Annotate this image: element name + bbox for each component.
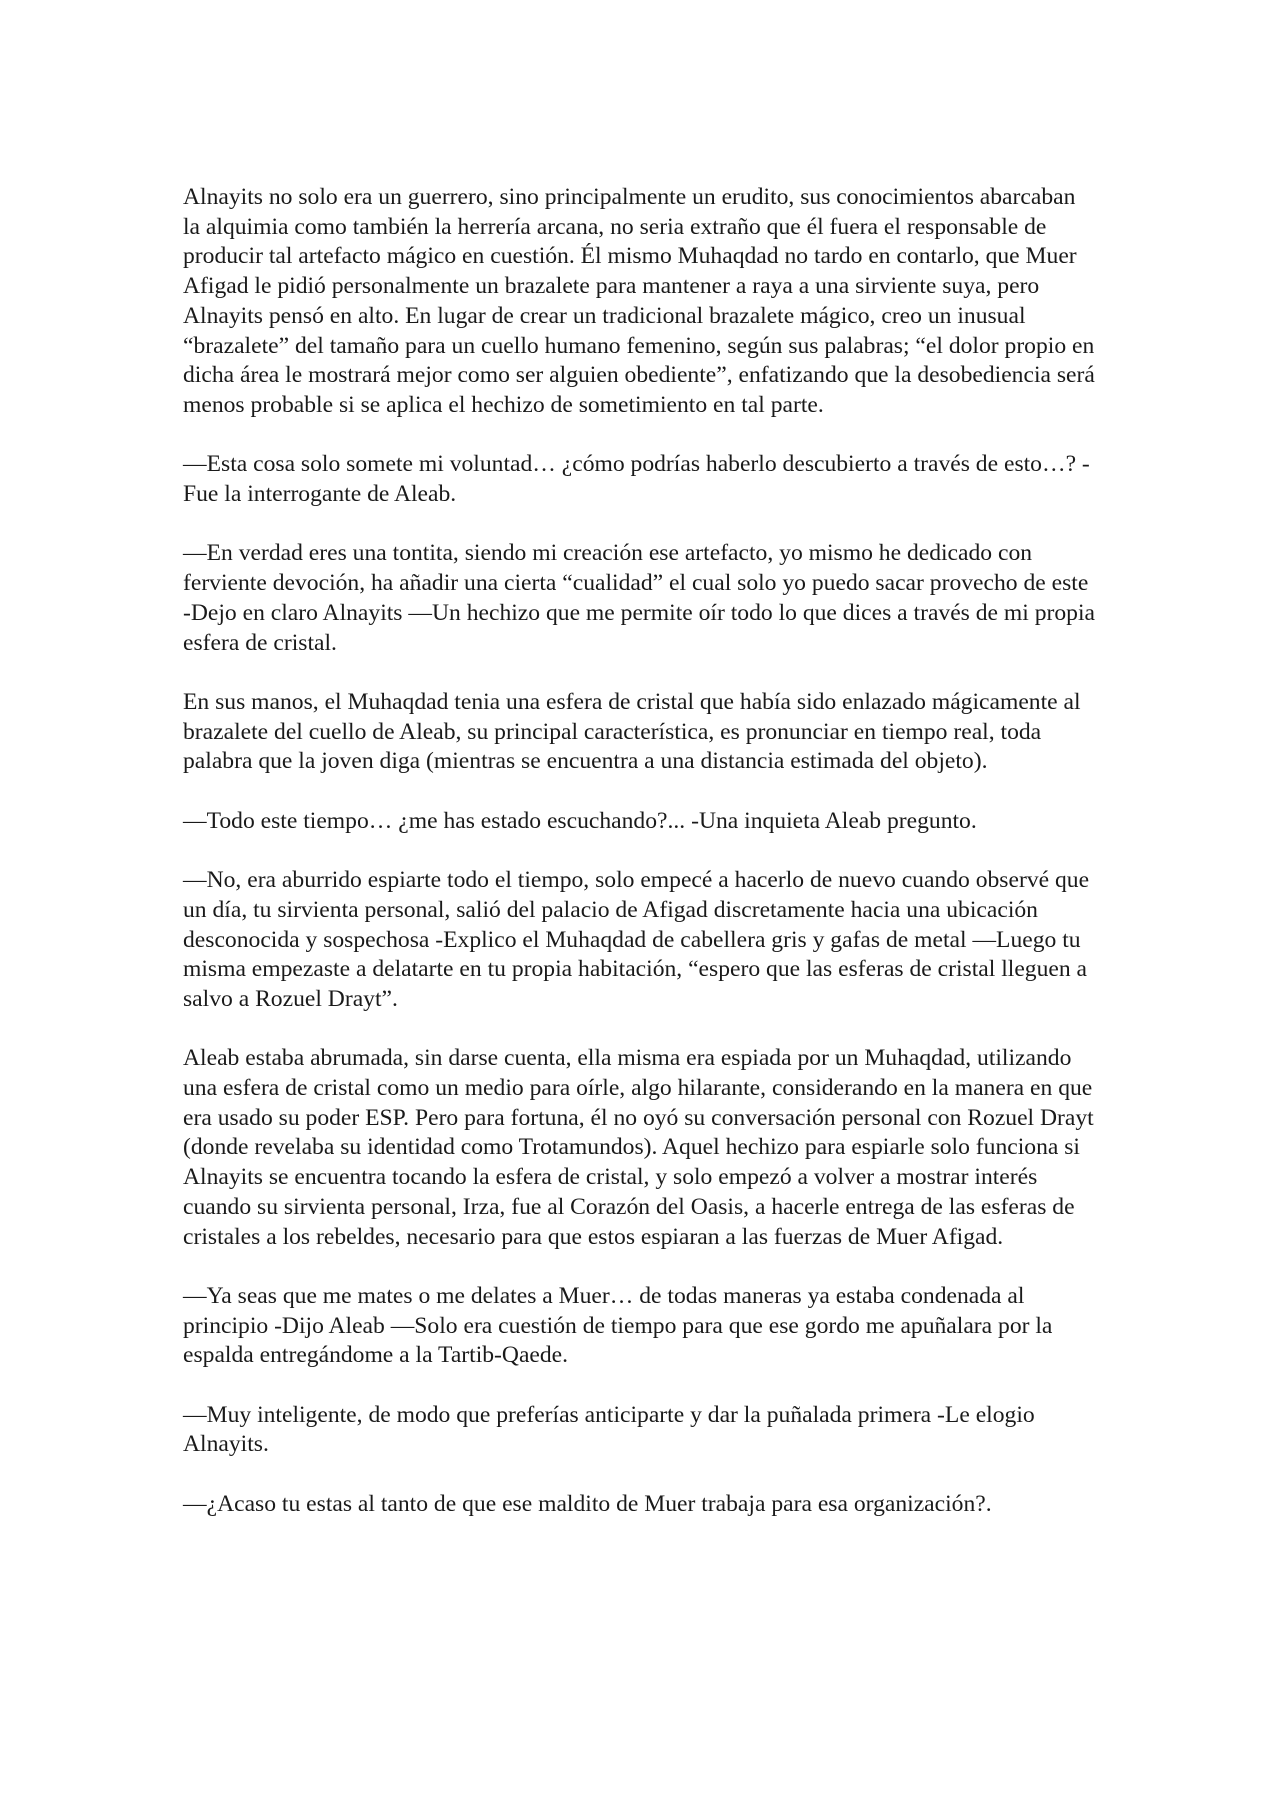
paragraph: —Esta cosa solo somete mi voluntad… ¿cómo podrías haberlo descubierto a través de esto…? -Fue la interrogante de Aleab. (183, 451, 1090, 508)
paragraph: Alnayits no solo era un guerrero, sino principalmente un erudito, sus conocimientos abarcaban la alquimia como también la herrería arcana, no seria extraño que él fuera el responsable de producir tal artefacto mágico en cuestión. Él mismo Muhaqdad no tardo en contarlo, que Muer Afigad le pidió personalmente un brazalete para mantener a raya a una sirviente suya, pero Alnayits pensó en alto. En lugar de crear un tradicional brazalete mágico, creo un inusual “brazalete” del tamaño para un cuello humano femenino, según sus palabras; “el dolor propio en dicha área le mostrará mejor como ser alguien obediente”, enfatizando que la desobediencia será menos probable si se aplica el hechizo de sometimiento en tal parte. (183, 184, 1095, 418)
paragraph: —Muy inteligente, de modo que preferías anticiparte y dar la puñalada primera -Le elogio Alnayits. (183, 1401, 1035, 1458)
paragraph: —Ya seas que me mates o me delates a Muer… de todas maneras ya estaba condenada al principio -Dijo Aleab —Solo era cuestión de tiempo para que ese gordo me apuñalara por la espalda entregándome a la Tartib-Qaede. (183, 1282, 1053, 1369)
paragraph: —¿Acaso tu estas al tanto de que ese maldito de Muer trabaja para esa organización?. (183, 1490, 992, 1517)
paragraph: —Todo este tiempo… ¿me has estado escuchando?... -Una inquieta Aleab pregunto. (183, 807, 977, 834)
paragraph: Aleab estaba abrumada, sin darse cuenta, ella misma era espiada por un Muhaqdad, utilizando una esfera de cristal como un medio para oírle, algo hilarante, considerando en la manera en que era usado su poder ESP. Pero para fortuna, él no oyó su conversación personal con Rozuel Drayt (donde revelaba su identidad como Trotamundos). Aquel hechizo para espiarle solo funciona si Alnayits se encuentra tocando la esfera de cristal, y solo empezó a volver a mostrar interés cuando su sirvienta personal, Irza, fue al Corazón del Oasis, a hacerle entrega de las esferas de cristales a los rebeldes, necesario para que estos espiaran a las fuerzas de Muer Afigad. (183, 1045, 1094, 1250)
paragraph: —En verdad eres una tontita, siendo mi creación ese artefacto, yo mismo he dedicado con ferviente devoción, ha añadir una cierta “cualidad” el cual solo yo puedo sacar provecho de este -Dejo en claro Alnayits —Un hechizo que me permite oír todo lo que dices a través de mi propia esfera de cristal. (183, 540, 1096, 656)
document-body (183, 183, 1098, 1549)
paragraph: —No, era aburrido espiarte todo el tiempo, solo empecé a hacerlo de nuevo cuando observé que un día, tu sirvienta personal, salió del palacio de Afigad discretamente hacia una ubicación desconocida y sospechosa -Explico el Muhaqdad de cabellera gris y gafas de metal —Luego tu misma empezaste a delatarte en tu propia habitación, “espero que las esferas de cristal lleguen a salvo a Rozuel Drayt”. (183, 867, 1090, 1012)
paragraph: En sus manos, el Muhaqdad tenia una esfera de cristal que había sido enlazado mágicamente al brazalete del cuello de Aleab, su principal característica, es pronunciar en tiempo real, toda palabra que la joven diga (mientras se encuentra a una distancia estimada del objeto). (183, 688, 1081, 775)
